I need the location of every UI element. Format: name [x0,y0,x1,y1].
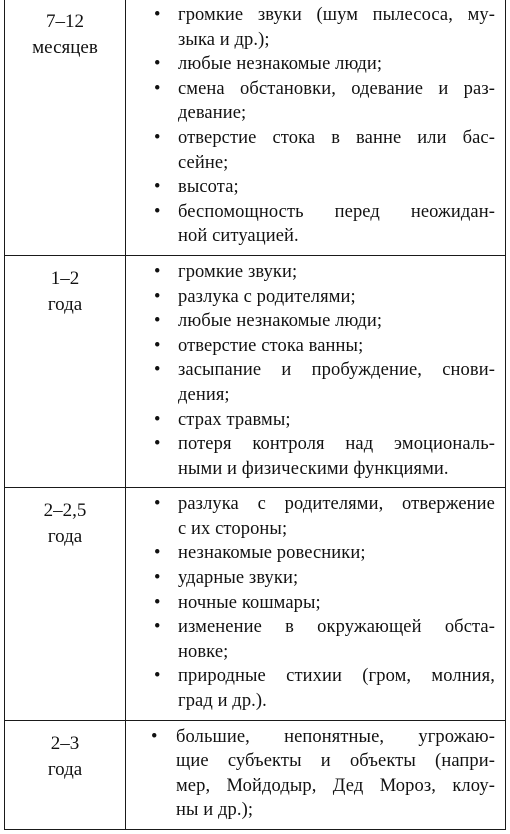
list-item [126,566,495,591]
fears-cell [126,720,506,829]
fear-list [126,3,495,249]
table-body [5,0,506,830]
list-item [126,334,495,359]
fear-text: дения; [178,384,230,405]
bullet-icon: • [154,592,161,613]
list-item [126,664,495,713]
age-fears-table [4,0,506,830]
age-label: 2–3 [50,732,80,754]
fear-text: любые незнакомые люди; [178,54,383,75]
fear-text: засыпание и пробуждение, снови- [178,360,495,381]
list-item [126,285,495,310]
list-item [126,200,495,249]
list-item [126,309,495,334]
age-label: года [47,293,83,315]
fear-text: ночные кошмары; [178,592,321,613]
fear-text: щие субъекты и объекты (напри- [176,751,495,772]
fear-text: большие, непонятные, угрожаю- [176,726,495,747]
fear-text: потеря контроля над эмоциональ- [178,434,495,455]
list-item [126,260,495,285]
bullet-icon: • [154,568,161,589]
list-item [126,725,495,823]
fear-text: любые незнакомые люди; [178,311,383,332]
fear-text: отверстие стока в ванне или бас- [178,127,495,148]
bullet-icon: • [151,726,158,747]
fear-text: ной ситуацией. [178,226,299,247]
fear-text: громкие звуки (шум пылесоса, му- [178,5,495,25]
list-item [126,126,495,175]
list-item [126,492,495,541]
fear-text: природные стихии (гром, молния, [178,666,495,687]
bullet-icon: • [154,261,161,282]
fear-text: изменение в окружающей обста- [178,617,495,638]
list-item [126,541,495,566]
fear-text: зыка и др.); [178,29,270,50]
list-item [126,615,495,664]
fear-text: ны и др.); [176,800,254,821]
table-row [5,720,506,829]
age-label: 1–2 [50,267,80,289]
bullet-icon: • [154,5,161,25]
list-item [126,52,495,77]
bullet-icon: • [154,409,161,430]
fear-text: высота; [178,177,239,198]
age-label: 2–2,5 [43,500,87,522]
age-label: месяцев [32,37,98,58]
fear-text: разлука с родителями; [178,286,356,307]
bullet-icon: • [154,335,161,356]
bullet-icon: • [154,360,161,381]
bullet-icon: • [154,78,161,99]
fear-text: новке; [178,641,229,662]
fear-text: смена обстановки, одевание и раз- [178,78,495,99]
bullet-icon: • [154,286,161,307]
fear-list [126,260,495,481]
bullet-icon: • [154,617,161,638]
fear-text: девание; [178,103,247,124]
fears-cell [126,488,506,720]
list-item [126,432,495,481]
table-row [5,0,506,255]
fear-text: отверстие стока ванны; [178,335,364,356]
bullet-icon: • [154,434,161,455]
bullet-icon: • [154,666,161,687]
fear-text: громкие звуки; [178,261,298,282]
list-item [126,591,495,616]
fear-text: сейне; [178,152,229,173]
fear-text: ными и физическими функциями. [178,458,449,479]
bullet-icon: • [154,201,161,222]
fear-text: разлука с родителями, отвержение [178,494,495,515]
list-item [126,358,495,407]
list-item [126,3,495,52]
fear-list [126,725,495,823]
list-item [126,77,495,126]
fears-cell [126,255,506,487]
age-label: года [47,526,83,548]
bullet-icon: • [154,127,161,148]
list-item [126,175,495,200]
age-cell [5,720,126,829]
bullet-icon: • [154,54,161,75]
bullet-icon: • [154,311,161,332]
age-label: 7–12 [46,11,84,32]
age-cell [5,255,126,487]
fear-text: ударные звуки; [178,568,299,589]
fears-cell [126,0,506,255]
bullet-icon: • [154,177,161,198]
bullet-icon: • [154,543,161,564]
fear-text: незнакомые ровесники; [178,543,366,564]
table-row [5,488,506,720]
fear-text: град и др.). [178,691,267,712]
fear-text: беспомощность перед неожидан- [178,201,495,222]
age-cell [5,488,126,720]
fear-list [126,492,495,713]
age-label: года [47,758,83,780]
fear-text: с их стороны; [178,518,288,539]
age-cell [5,0,126,255]
fear-text: страх травмы; [178,409,291,430]
bullet-icon: • [154,494,161,515]
list-item [126,408,495,433]
fear-text: мер, Мойдодыр, Дед Мороз, клоу- [176,775,495,796]
table-row [5,255,506,487]
